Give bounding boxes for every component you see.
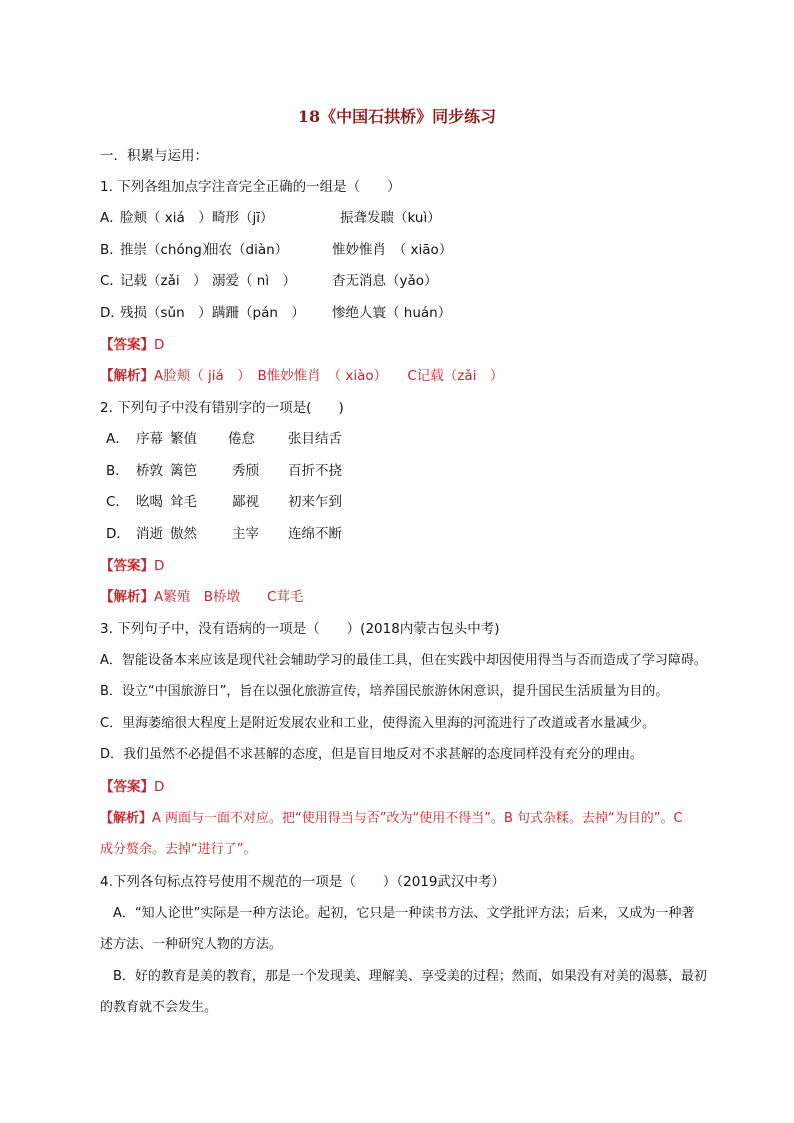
question-3-answer: 【答案】D — [100, 779, 165, 795]
question-3-analysis-cont: 成分赘余。去掉“进行了”。 — [100, 842, 257, 857]
question-1-option-a: A． 脸颊（ xiá ） 畸形（jī） 振聋发聩（kuì） — [100, 210, 441, 226]
question-3-stem: 3. 下列句子中，没有语病的一项是（ ）(2018内蒙古包头中考) — [100, 621, 500, 637]
question-2-option-a: A． 序幕 繁值 倦怠 张目结舌 — [106, 431, 342, 447]
question-1-option-c: C． 记载（zǎi ） 溺爱（ nì ） 杳无消息（yǎo） — [100, 273, 438, 289]
question-3-option-d: D．我们虽然不必提倡不求甚解的态度，但是盲目地反对不求甚解的态度同样没有充分的理由。 — [100, 747, 644, 762]
question-4-option-a-cont: 述方法、一种研究人物的方法。 — [100, 937, 283, 952]
question-2-option-b: B． 桥敦 篱笆 秀颀 百折不挠 — [106, 463, 342, 479]
question-4-stem: 4.下列各句标点符号使用不规范的一项是（ ）（2019武汉中考） — [100, 874, 505, 890]
question-2-option-c: C． 吆喝 耸毛 鄙视 初来乍到 — [106, 494, 342, 510]
question-1-analysis: 【解析】A脸颊（ jiá ） B惟妙惟肖 （ xiào） C记载（zǎi ） — [100, 368, 504, 384]
question-3-option-b: B．设立“中国旅游日”，旨在以强化旅游宣传，培养国民旅游休闲意识，提升国民生活质量为目的。 — [100, 684, 669, 699]
question-1-stem: 1. 下列各组加点字注音完全正确的一组是（ ） — [100, 179, 401, 195]
question-4-option-b-cont: 的教育就不会发生。 — [100, 1000, 218, 1015]
question-3-option-c: C．里海萎缩很大程度上是附近发展农业和工业，使得流入里海的河流进行了改道或者水量减少。 — [100, 716, 656, 731]
question-2-answer: 【答案】D — [100, 558, 165, 574]
question-2-option-d: D． 消逝 傲然 主宰 连绵不断 — [106, 526, 342, 542]
section-heading: 一．积累与运用： — [100, 148, 208, 164]
question-1-option-b: B． 推崇（chóng） 佃农（diàn） 惟妙惟肖 （ xiāo） — [100, 242, 453, 258]
page-title: 18《中国石拱桥》同步练习 — [297, 107, 497, 126]
question-1-option-d: D． 残损（sǔn ） 蹒跚（pán ） 惨绝人寰（ huán） — [100, 305, 452, 321]
question-1-answer: 【答案】D — [100, 337, 165, 353]
question-2-analysis: 【解析】A繁殖 B桥墩 C茸毛 — [100, 589, 304, 605]
question-3-analysis: 【解析】A 两面与一面不对应。把“使用得当与否”改为“使用不得当”。B 句式杂糅。去掉“为目的”。C — [100, 811, 683, 826]
question-3-option-a: A．智能设备本来应该是现代社会辅助学习的最佳工具，但在实践中却因使用得当与否而造成了学习障碍。 — [100, 653, 707, 668]
question-4-option-a: A．“知人论世”实际是一种方法论。起初，它只是一种读书方法、文学批评方法；后来，又成为一种著 — [100, 906, 695, 921]
question-2-stem: 2. 下列句子中没有错别字的一项是( ) — [100, 400, 344, 416]
question-4-option-b: B．好的教育是美的教育，那是一个发现美、理解美、享受美的过程；然而，如果没有对美的渴慕，最初 — [100, 969, 707, 984]
